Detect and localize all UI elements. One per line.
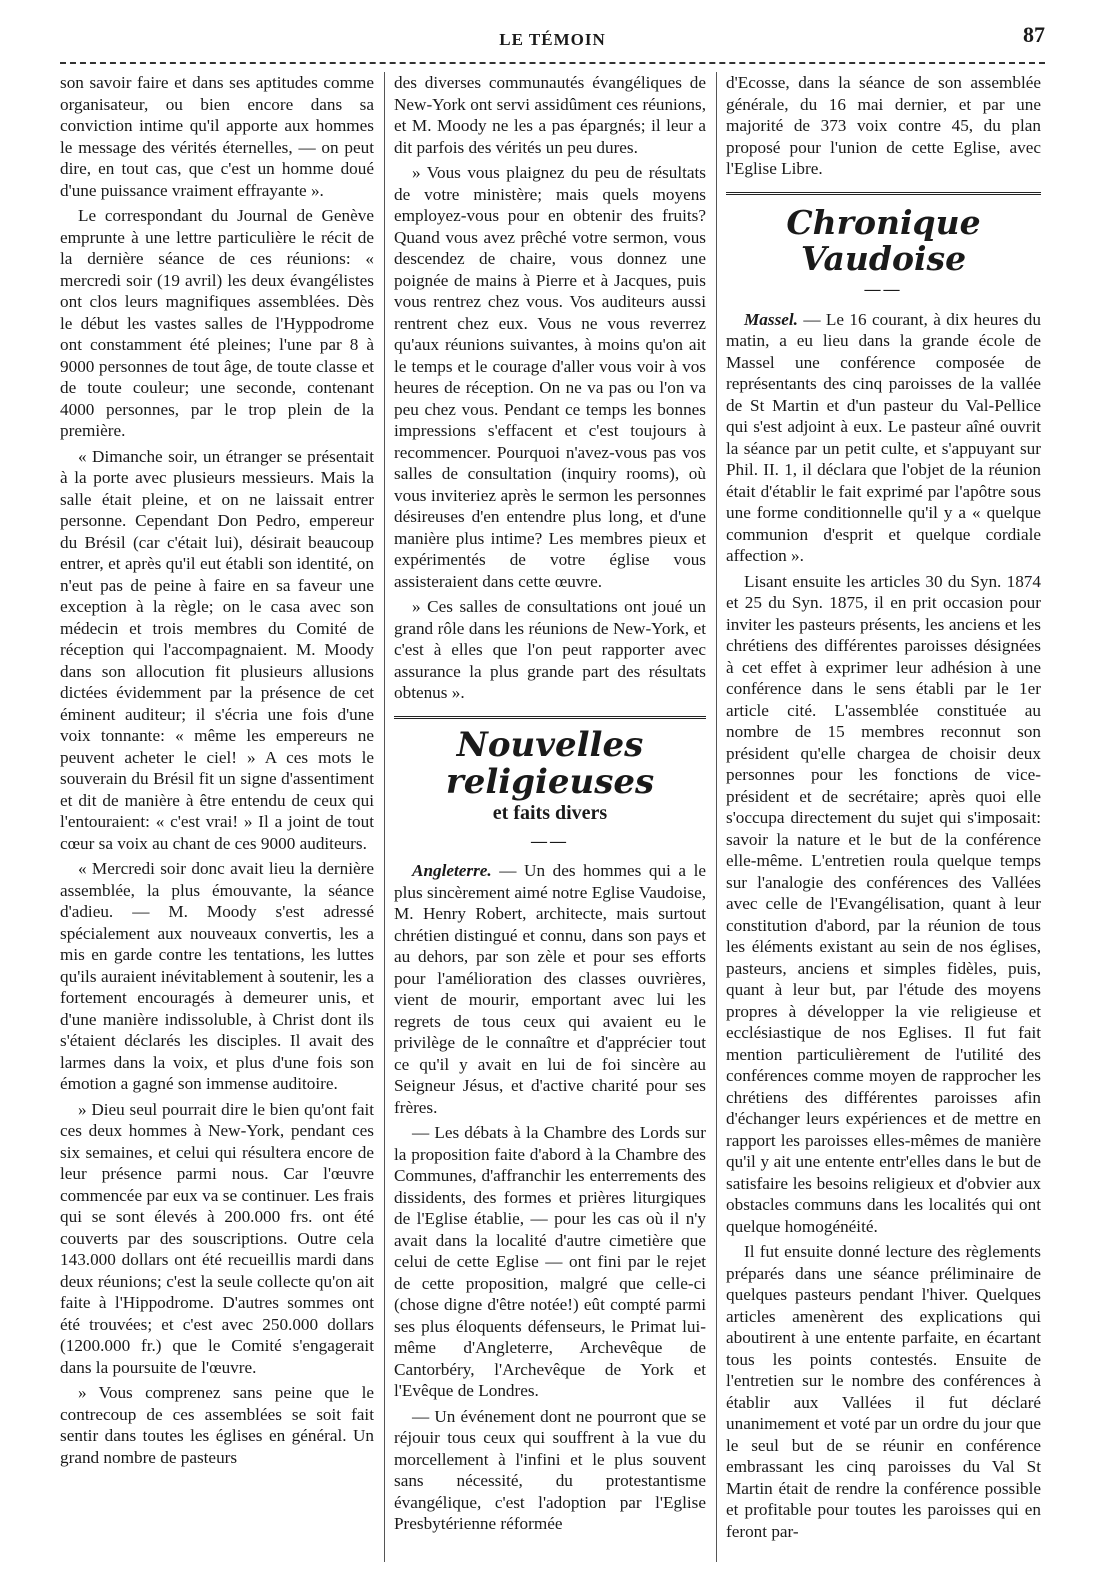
- column-2: [394, 72, 706, 1562]
- paragraph: son savoir faire et dans ses aptitudes comme organisateur, ou bien encore dans sa conviction intime qu'il apporte aux hommes le message des vérités éternelles, — on peut dire, en tout cas, que c'est un homme doué d'une puissance vraiment effrayante ».: [60, 73, 374, 200]
- paragraph: [394, 860, 706, 1118]
- paragraph: Il fut ensuite donné lecture des règlements préparés dans une séance préliminaire de quelques pasteurs pendant l'hiver. Quelques articles amenèrent des explications qui aboutirent à une entente parfaite, en écartant tous les points contestés. Ensuite de l'entretien sur le nombre des conférences à établir aux Vallées il fut déclaré unanimement et voté par un ordre du jour que le seul but de se réunir en conférence embrassant les cinq paroisses du Val St Martin était de rendre la conférence possible et profitable pour toutes les paroisses qui en feront par-: [726, 1242, 1041, 1541]
- paragraph: » Vous comprenez sans peine que le contrecoup de ces assemblées se soit fait sentir dans toutes les églises en général. Un grand nombre de pasteurs: [60, 1383, 374, 1467]
- section-subheading: et faits divers: [492, 802, 608, 825]
- column-1: [60, 72, 374, 1562]
- paragraph: — Un événement dont ne pourront que se réjouir tous ceux qui souffrent à la vue du morcellement à l'infini et le plus souvent sans nécessité, du protestantisme évangélique, c'est l'adoption par l'Eglise Presbytérienne réformée: [394, 1406, 706, 1534]
- column-3: [726, 72, 1041, 1562]
- paragraph: — Les débats à la Chambre des Lords sur la proposition faite d'abord à la Chambre des Communes, d'affranchir les enterrements des dissidents, des formes et prières liturgiques de l'Eglise établie, — pour les cas où il n'y avait dans la localité d'autre cimetière que celui de cette Eglise — ont fini par le rejet de cette proposition, malgré que celle-ci (chose digne d'être notée!) eût compté parmi ses plus éloquents défenseurs, le Primat lui-même d'Angleterre, Archevêque de Cantorbéry, l'Archevêque de York et l'Evêque de Londres.: [394, 1123, 706, 1401]
- paragraph: » Ces salles de consultations ont joué un grand rôle dans les réunions de New-York, et c'est à elles que l'on peut rapporter avec assurance la plus grande part des résultats obtenus ».: [394, 597, 706, 702]
- section-rule: [394, 716, 706, 719]
- journal-title: LE TÉMOIN: [499, 30, 606, 49]
- paragraph-text: — Un des hommes qui a le plus sincèrement aimé notre Eglise Vaudoise, M. Henry Robert, architecte, mais surtout chrétien distingué et connu, dans son pays et au dehors, par son zèle et pour ses efforts pour l'amélioration des classes ouvrières, vient de mourir, emportant avec lui les regrets de tous ceux qui avaient eu le privilège de le connaître et d'apprécier tout ce qu'il y avait en lui de foi sincère au Seigneur Jésus, et d'active charité pour ses frères.: [394, 861, 706, 1117]
- paragraph: d'Ecosse, dans la séance de son assemblée générale, du 16 mai dernier, et par une majorité de 373 voix contre 45, du plan proposé pour l'union de cette Eglise, avec l'Eglise Libre.: [726, 73, 1041, 178]
- paragraph-text: — Le 16 courant, à dix heures du matin, a eu lieu dans la grande école de Massel une conférence composée de représentants des cinq paroisses de la vallée de St Martin et d'un pasteur du Val-Pellice qui s'est adjoint à eux. Le pasteur aîné ouvrit la séance par un petit culte, et s'appuyant sur Phil. II. 1, il déclara que l'objet de la réunion était d'établir le fait exprimé par l'apôtre sous une forme conditionnelle qu'il y a « quelque communion d'esprit et quelque cordiale affection ».: [726, 309, 1041, 566]
- running-head: [60, 22, 1045, 52]
- section-heading-nouvelles: Nouvelles religieuses: [445, 724, 655, 802]
- section-dash: ——: [864, 281, 903, 299]
- paragraph: Le correspondant du Journal de Genève emprunte à une lettre particulière le récit de la dernière séance de ces réunions: « mercredi soir (19 avril) les deux évangélistes ont clos leurs magnifiques assemblées. Dès le début les vastes salles de l'Hyppodrome ont constamment été pleines; l'une par 8 à 9000 personnes de tout âge, de toute classe et de toute couleur; une seconde, contenant 4000 personnes, par le trop plein de la première.: [60, 206, 374, 440]
- paragraph: Lisant ensuite les articles 30 du Syn. 1874 et 25 du Syn. 1875, il en prit occasion pour inviter les pasteurs présents, les anciens et les chrétiens des différentes paroisses désignées à cet effet à exprimer leur adhésion à une conférence dans le sens établi par le 1er article cité. L'assemblée constituée au nombre de 15 membres reconnut son président qu'elle chargea de choisir deux personnes pour les fonctions de vice-président et de secrétaire; après quoi elle s'occupa directement du sujet qui s'imposait: savoir la nature et le but de la conférence elle-même. L'entretien roula quelque temps sur l'analogie des conférences des Vallées avec celle de l'Evangélisation, quant à leur constitution d'abord, par la réunion de tous les éléments existant au sein de nos églises, pasteurs, anciens et simples fidèles, puis, quant à leur but, par l'étude des moyens propres à développer la vie religieuse et ecclésiastique de nos Eglises. Il fut fait mention particulièrement de l'utilité des conférences comme moyen de rapprocher les chrétiens des différentes paroisses afin d'échanger leurs expériences et de mettre en rapport les paroisses elles-mêmes de manière qu'il y ait une entente entr'elles dans le but de satisfaire les besoins religieux et d'obvier aux obstacles communs dans les localités qui ont quelque homogénéité.: [726, 571, 1041, 1236]
- lead-label-angleterre: Angleterre.: [412, 861, 492, 881]
- paragraph: [726, 309, 1041, 567]
- column-rule: [716, 72, 717, 1562]
- column-rule: [384, 72, 385, 1562]
- paragraph: » Dieu seul pourrait dire le bien qu'ont fait ces deux hommes à New-York, pendant ces six semaines, et celui qui résultera encore de leur présence parmi nous. Car l'œuvre commencée par eux va se continuer. Les frais qui se sont élevés à 200.000 frs. ont été couverts par des souscriptions. Outre cela 143.000 dollars ont été recueillis mardi dans deux réunions; c'est la seule collecte qu'on ait faite à l'Hippodrome. D'autres sommes ont été trouvées; et c'est avec 250.000 dollars (1200.000 fr.) que le Comité s'engagerait dans la poursuite de l'œuvre.: [60, 1099, 374, 1377]
- paragraph: » Vous vous plaignez du peu de résultats de votre ministère; mais quels moyens employez-vous pour en obtenir des fruits? Quand vous avez prêché votre sermon, vous descendez de chaire, vous donnez une poignée de mains à Pierre et à Jacques, puis vous rentrez chez vous. Vos auditeurs aussi rentrent chez eux. Vous ne vous reverrez qu'aux réunions suivantes, à moins qu'on ait le temps et le courage d'aller vous voir à vos heures de réception. On ne va pas ou l'on va peu chez vous. Pendant ce temps les bonnes impressions s'effacent et c'est toujours à recommencer. Pourquoi n'avez-vous pas vos salles de consultation (inquiry rooms), où vous inviteriez après le sermon les personnes désireuses d'en entendre plus long, et d'une manière plus intime? Les membres pieux et expérimentés de votre église vous assisteraient dans cette œuvre.: [394, 163, 706, 591]
- section-heading-chronique: Chronique Vaudoise: [786, 202, 981, 278]
- header-rule: [60, 62, 1045, 64]
- lead-label-massel: Massel.: [744, 309, 798, 329]
- section-rule: [726, 192, 1041, 195]
- page-number: 87: [1023, 22, 1045, 47]
- paragraph: « Dimanche soir, un étranger se présentait à la porte avec plusieurs messieurs. Mais la salle était pleine, et on ne laissait entrer personne. Cependant Don Pedro, empereur du Brésil (car c'était lui), désirait beaucoup entrer, et après qu'il eut établi son identité, on n'eut pas de peine à faire en sa faveur une exception à la règle; on le casa avec son médecin et trois membres du Comité de réception qui l'accompagnaient. M. Moody dans son allocution fit plusieurs allusions dictées évidemment par la présence de cet éminent auditeur; il s'écria une fois d'une voix tonnante: « même les empereurs ne peuvent acheter le ciel! » A ces mots le souverain du Brésil fit un signe d'assentiment et dit de manière à être entendu de ceux qui l'entouraient: « c'est vrai! » Il a joint de tout cœur sa voix au chant de ces 9000 auditeurs.: [60, 446, 374, 853]
- paragraph: « Mercredi soir donc avait lieu la dernière assemblée, la plus émouvante, la séance d'adieu. — M. Moody s'est adressé spécialement aux nouveaux convertis, les a mis en garde contre les tentations, les luttes qu'ils auraient inévitablement à soutenir, les a fortement encouragés à demeurer unis, et d'une manière indissoluble, à Christ dont ils s'étaient déclarés les disciples. Il avait des larmes dans la voix, et plus d'une fois son émotion a gagné son immense auditoire.: [60, 859, 374, 1093]
- paragraph: des diverses communautés évangéliques de New-York ont servi assidûment ces réunions, et M. Moody ne les a pas épargnés; il leur a dit parfois des vérités un peu dures.: [394, 73, 706, 157]
- section-dash: ——: [531, 832, 569, 850]
